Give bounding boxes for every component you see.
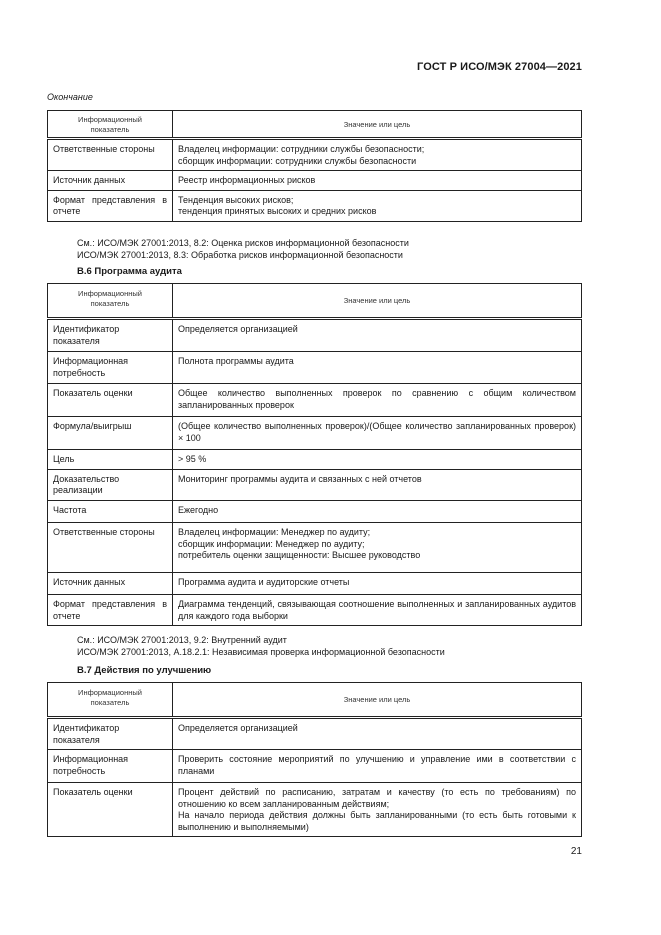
header-indicator: Информационный показатель [48, 284, 173, 319]
row-value: Общее количество выполненных проверок по сравнению с общим количеством запланированных проверок [173, 384, 582, 417]
page-number: 21 [570, 846, 582, 857]
row-value: Программа аудита и аудиторские отчеты [173, 572, 582, 595]
reference-line: ИСО/МЭК 27001:2013, 8.3: Обработка рисков информационной безопасности [77, 250, 403, 260]
reference-line: ИСО/МЭК 27001:2013, А.18.2.1: Независимая проверка информационной безопасности [77, 647, 445, 657]
references-2 [77, 634, 445, 658]
row-value: Процент действий по расписанию, затратам и качеству (то есть по требованиям) по отношению ко всем запланированным действиям; На начало периода действия должны быть запланированными (то есть быть готовыми к выполнению и выполняемыми) [173, 783, 582, 837]
row-value: Владелец информации: сотрудники службы безопасности; сборщик информации: сотрудники службы безопасности [173, 139, 582, 171]
row-value: Мониторинг программы аудита и связанных с ней отчетов [173, 469, 582, 500]
header-indicator: Информационный показатель [48, 683, 173, 718]
table-row [48, 139, 582, 171]
row-value: Реестр информационных рисков [173, 171, 582, 191]
table-row [48, 500, 582, 523]
row-label: Информационная потребность [48, 352, 173, 384]
table-header-row [48, 683, 582, 718]
table-row [48, 352, 582, 384]
row-label: Идентификатор показателя [48, 718, 173, 750]
table-row [48, 572, 582, 595]
metric-table-3 [47, 682, 582, 837]
row-label: Доказательство реализации [48, 469, 173, 500]
header-value: Значение или цель [173, 111, 582, 139]
row-label: Формат представления в отчете [48, 595, 173, 626]
row-label: Ответственные стороны [48, 523, 173, 573]
row-value: Тенденция высоких рисков; тенденция принятых высоких и средних рисков [173, 190, 582, 221]
row-label: Формула/выигрыш [48, 417, 173, 450]
row-value: Диаграмма тенденций, связывающая соотношение выполненных и запланированных аудитов для каждого года выборки [173, 595, 582, 626]
row-value: Ежегодно [173, 500, 582, 523]
table-row [48, 750, 582, 783]
table-header-row [48, 284, 582, 319]
row-label: Частота [48, 500, 173, 523]
reference-line: См.: ИСО/МЭК 27001:2013, 9.2: Внутренний аудит [77, 635, 287, 645]
row-label: Формат представления в отчете [48, 190, 173, 221]
references-1 [77, 237, 409, 261]
document-id: ГОСТ Р ИСО/МЭК 27004—2021 [417, 61, 582, 73]
row-label: Информационная потребность [48, 750, 173, 783]
row-value: Владелец информации: Менеджер по аудиту; сборщик информации: Менеджер по аудиту; потребитель оценки защищенности: Высшее руководство [173, 523, 582, 573]
row-value: > 95 % [173, 450, 582, 470]
table-row [48, 171, 582, 191]
row-value: Определяется организацией [173, 319, 582, 352]
row-value: Определяется организацией [173, 718, 582, 750]
section-title-b6: В.6 Программа аудита [77, 266, 182, 277]
row-value: Проверить состояние мероприятий по улучшению и управление ими в соответствии с планами [173, 750, 582, 783]
metric-table-2 [47, 283, 582, 626]
table-row [48, 595, 582, 626]
row-label: Показатель оценки [48, 783, 173, 837]
section-title-b7: В.7 Действия по улучшению [77, 665, 212, 676]
table-row [48, 718, 582, 750]
table-row [48, 469, 582, 500]
metric-table-1 [47, 110, 582, 222]
table-row [48, 190, 582, 221]
row-label: Цель [48, 450, 173, 470]
row-value: Полнота программы аудита [173, 352, 582, 384]
reference-line: См.: ИСО/МЭК 27001:2013, 8.2: Оценка рисков информационной безопасности [77, 238, 409, 248]
table-row [48, 417, 582, 450]
table-header-row [48, 111, 582, 139]
row-label: Идентификатор показателя [48, 319, 173, 352]
header-value: Значение или цель [173, 683, 582, 718]
row-label: Ответственные стороны [48, 139, 173, 171]
table-row [48, 783, 582, 837]
row-label: Источник данных [48, 572, 173, 595]
table-row [48, 384, 582, 417]
header-indicator: Информационный показатель [48, 111, 173, 139]
row-label: Источник данных [48, 171, 173, 191]
table-row [48, 450, 582, 470]
continuation-label: Окончание [47, 92, 93, 102]
table-row [48, 319, 582, 352]
header-value: Значение или цель [173, 284, 582, 319]
row-value: (Общее количество выполненных проверок)/(Общее количество запланированных проверок) × 100 [173, 417, 582, 450]
table-row [48, 523, 582, 573]
row-label: Показатель оценки [48, 384, 173, 417]
